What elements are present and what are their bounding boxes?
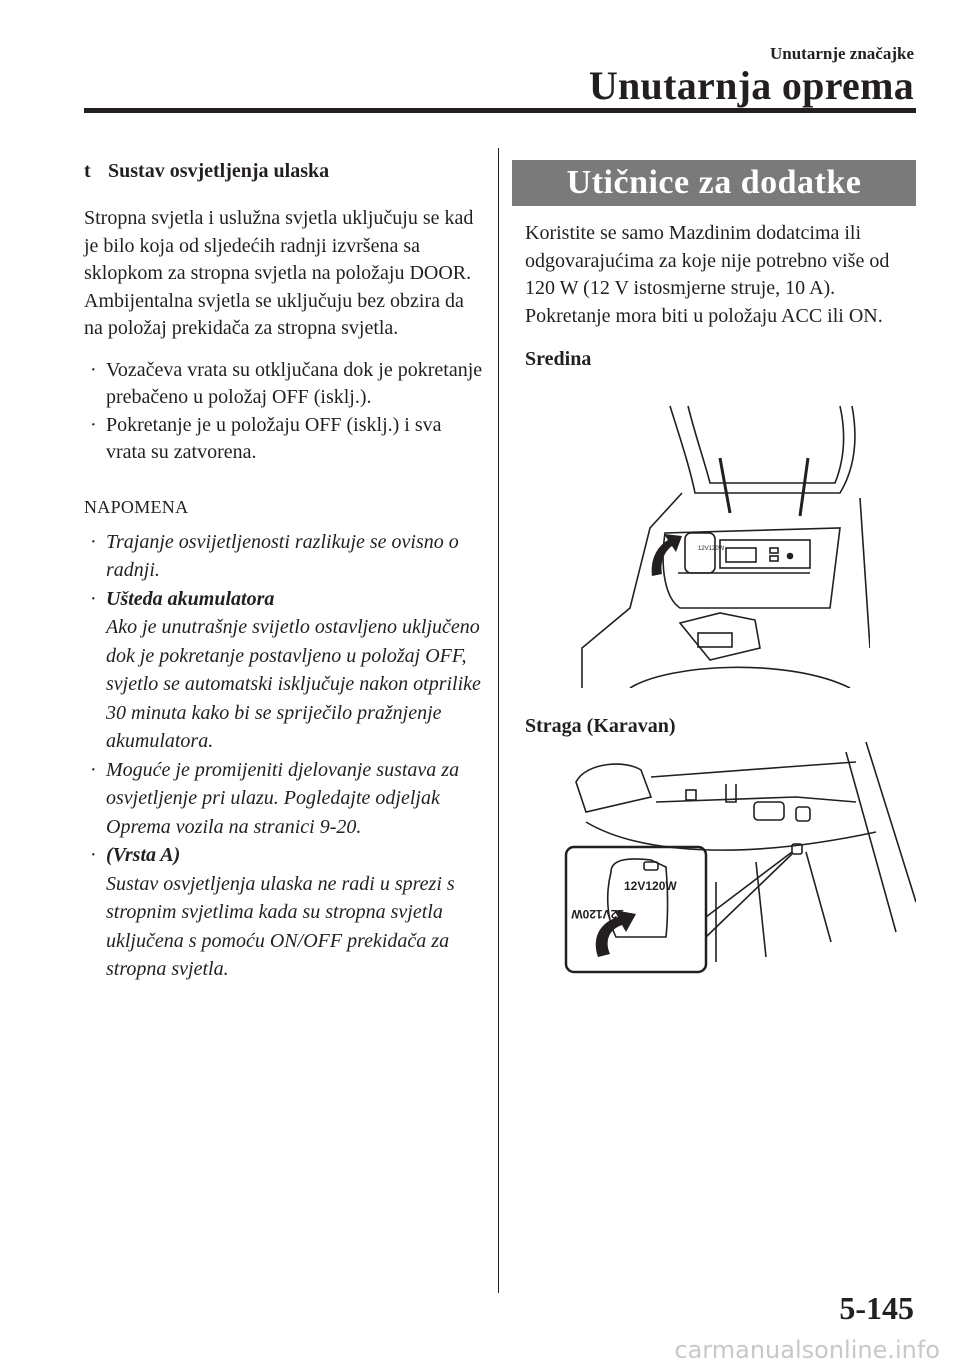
note-heading: NAPOMENA — [84, 496, 189, 517]
chapter-label: Unutarnje značajke — [769, 44, 914, 63]
accessory-paragraph: Koristite se samo Mazdinim dodatcima ili odgovarajućima za koje nije potrebno više od 120 W (12 V istosmjerne struje, 10 A). Pokretanje mora biti u položaju ACC ili ON. — [525, 222, 890, 327]
condition-list — [84, 357, 484, 467]
paragraph-1: Stropna svjetla i uslužna svjetla uključuju se kad je bilo koja od sljedećih radnji izvršena sa sklopkom za stropna svjetla na položaju DOOR. — [84, 207, 474, 284]
note-title: · (Vrsta A) — [106, 844, 181, 866]
section-banner: Utičnice za dodatke — [512, 160, 916, 206]
subheading-rear: Straga (Karavan) — [525, 715, 676, 737]
list-item: · Pokretanje je u položaju OFF (isklj.) i sva vrata su zatvorena. — [84, 412, 484, 467]
socket-label-bottom: 12V120W — [571, 907, 624, 921]
note-text: · Moguće je promijeniti djelovanje sustava za osvjetljenje pri ulazu. Pogledajte odjeljak Oprema vozila na stranici 9-20. — [106, 758, 460, 838]
note-title: · Ušteda akumulatora — [106, 587, 275, 610]
note-item — [84, 585, 484, 756]
right-column — [512, 160, 916, 371]
column-divider — [498, 148, 499, 1293]
rear-cargo-illustration — [556, 742, 916, 982]
list-item: · Vozačeva vrata su otključana dok je pokretanje prebačeno u položaj OFF (isklj.). — [84, 357, 484, 412]
note-item — [84, 528, 484, 585]
socket-label: 12V120W — [698, 546, 725, 552]
watermark: carmanualsonline.info — [674, 1336, 940, 1364]
note-text: Sustav osvjetljenja ulaska ne radi u sprezi s stropnim svjetlima kada su stropna svjetla uključena s pomoću ON/OFF prekidača za stropna svjetla. — [106, 872, 455, 980]
note-item — [84, 841, 484, 984]
section-heading-text: Sustav osvjetljenja ulaska — [108, 160, 330, 182]
paragraph-2: Ambijentalna svjetla se uključuju bez obzira da na položaj prekidača za stropna svjetla. — [84, 289, 464, 339]
header-rule — [84, 108, 916, 113]
left-column — [84, 160, 484, 984]
page-number: 5-145 — [839, 1290, 914, 1326]
note-list — [84, 528, 484, 984]
section-heading — [84, 160, 484, 183]
section-marker: t — [84, 160, 91, 182]
note-text: · Trajanje osvijetljenosti razlikuje se ovisno o radnji. — [106, 530, 459, 581]
note-text: Ako je unutrašnje svijetlo ostavljeno uključeno dok je pokretanje postavljeno u položaj OFF, svjetlo se automatski isključuje nakon otprilike 30 minuta kako bi se spriječilo pražnjenje akumulatora. — [106, 616, 481, 752]
socket-label-top: 12V120W — [624, 879, 677, 893]
page-title: Unutarnja oprema — [588, 63, 914, 108]
center-console-illustration — [570, 398, 870, 688]
subheading-center: Sredina — [525, 348, 592, 370]
note-item — [84, 756, 484, 842]
